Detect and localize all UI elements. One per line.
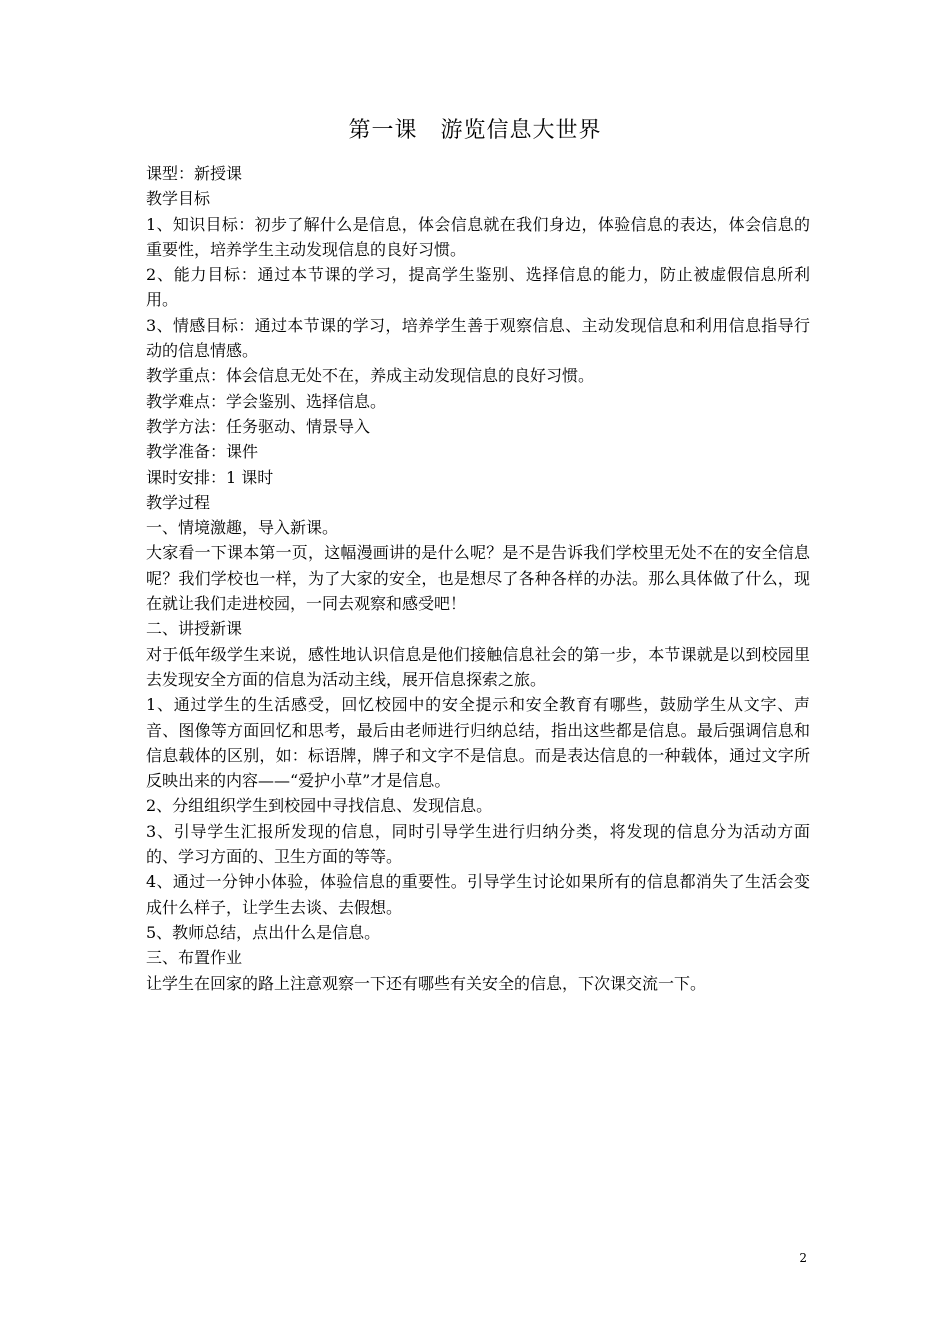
- paragraph-knowledge-objective: 1、知识目标：初步了解什么是信息，体会信息就在我们身边，体验信息的表达，体会信息的重要性，培养学生主动发现信息的良好习惯。: [146, 214, 810, 259]
- paragraph-lesson-type: 课型：新授课: [146, 164, 243, 183]
- paragraph-step-two: 2、分组组织学生到校园中寻找信息、发现信息。: [146, 796, 493, 816]
- paragraph-step-four: 4、通过一分钟小体验，体验信息的重要性。引导学生讨论如果所有的信息都消失了生活会变成什么样子，让学生去谈、去假想。: [146, 872, 810, 917]
- heading-section-two: 二、讲授新课: [146, 619, 243, 639]
- paragraph-key-point: 教学重点：体会信息无处不在，养成主动发现信息的良好习惯。: [146, 366, 595, 386]
- paragraph-homework: 让学生在回家的路上注意观察一下还有哪些有关安全的信息，下次课交流一下。: [146, 973, 707, 993]
- paragraph-difficult-point: 教学难点：学会鉴别、选择信息。: [146, 391, 387, 411]
- heading-section-three: 三、布置作业: [146, 948, 243, 968]
- paragraph-ability-objective: 2、能力目标：通过本节课的学习，提高学生鉴别、选择信息的能力，防止被虚假信息所利用。: [146, 265, 810, 310]
- paragraph-teaching-preparation: 教学准备：课件: [146, 442, 259, 462]
- lesson-title: 第一课 游览信息大世界: [348, 118, 602, 143]
- heading-teaching-objectives: 教学目标: [146, 189, 211, 209]
- heading-teaching-process: 教学过程: [146, 492, 211, 512]
- lesson-content: [146, 161, 810, 996]
- paragraph-step-one: 1、通过学生的生活感受，回忆校园中的安全提示和安全教育有哪些，鼓励学生从文字、声音、图像等方面回忆和思考，最后由老师进行归纳总结，指出这些都是信息。最后强调信息和信息载体的区别，如：标语牌，牌子和文字不是信息。而是表达信息的一种载体，通过文字所反映出来的内容——“爱护小草”才是信息。: [146, 695, 810, 791]
- paragraph-introduction: 大家看一下课本第一页，这幅漫画讲的是什么呢？是不是告诉我们学校里无处不在的安全信息呢？我们学校也一样，为了大家的安全，也是想尽了各种各样的办法。那么具体做了什么，现在就让我们走进校园，一同去观察和感受吧！: [146, 543, 810, 614]
- paragraph-emotion-objective: 3、情感目标：通过本节课的学习，培养学生善于观察信息、主动发现信息和利用信息指导行动的信息情感。: [146, 315, 810, 361]
- page-number: 2: [799, 1251, 807, 1265]
- paragraph-class-hours: 课时安排：1 课时: [146, 467, 274, 487]
- paragraph-new-lesson-overview: 对于低年级学生来说，感性地认识信息是他们接触信息社会的第一步，本节课就是以到校园里去发现安全方面的信息为活动主线，展开信息探索之旅。: [146, 644, 810, 689]
- paragraph-teaching-method: 教学方法：任务驱动、情景导入: [146, 416, 371, 436]
- paragraph-step-three: 3、引导学生汇报所发现的信息，同时引导学生进行归纳分类，将发现的信息分为活动方面的、学习方面的、卫生方面的等等。: [146, 821, 810, 867]
- heading-section-one: 一、情境激趣，导入新课。: [146, 518, 339, 538]
- paragraph-step-five: 5、教师总结，点出什么是信息。: [146, 922, 381, 942]
